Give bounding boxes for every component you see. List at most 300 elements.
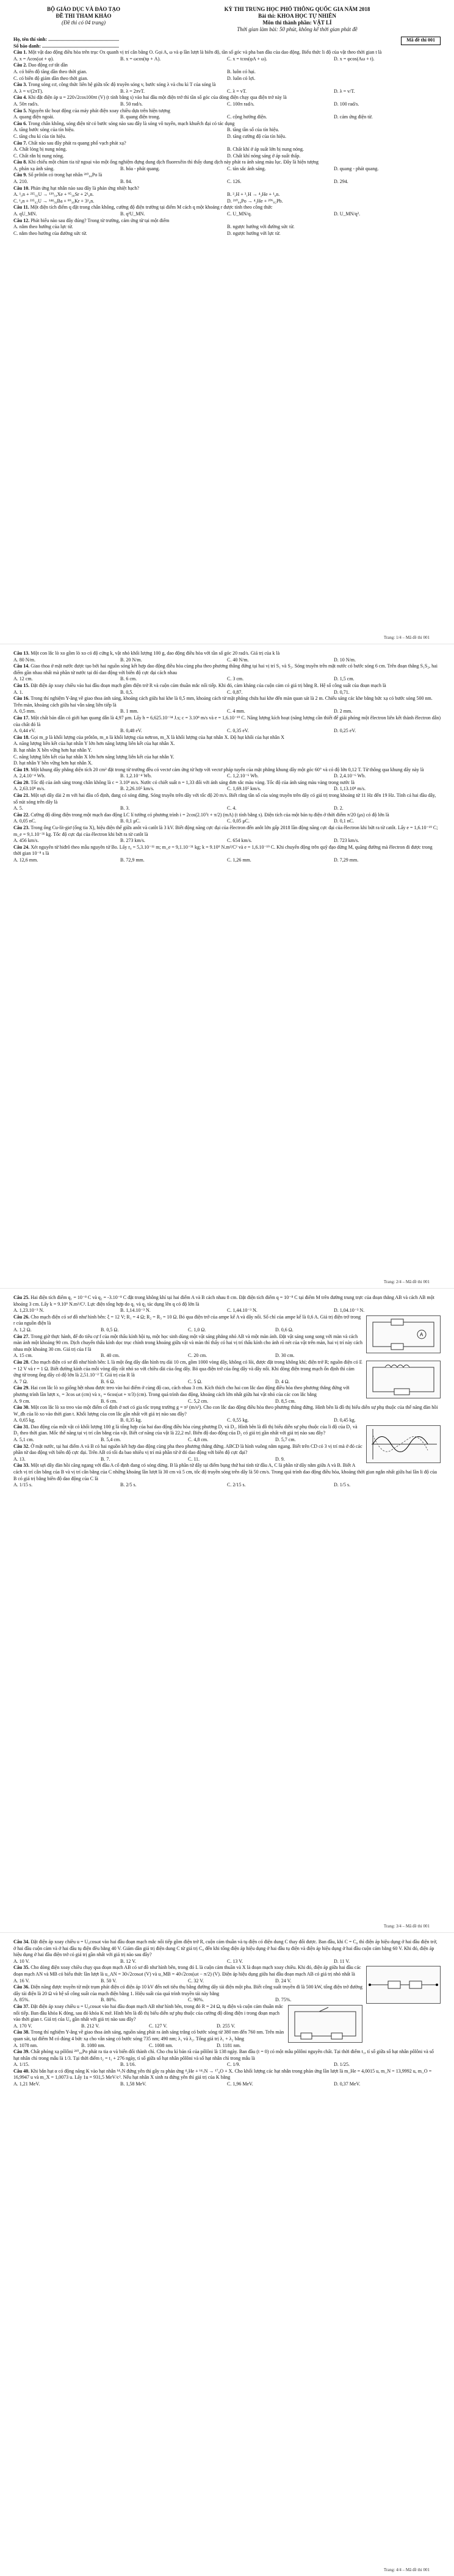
- question-number: Câu 11.: [13, 204, 31, 210]
- answer-option[interactable]: C. 1008 nm.: [149, 2042, 173, 2048]
- answer-option[interactable]: D. 75%.: [275, 1997, 292, 2003]
- question-number: Câu 6.: [13, 120, 29, 126]
- answer-option[interactable]: D. 1,04.10⁻³ N.: [334, 1308, 365, 1314]
- answer-option[interactable]: A. 1/15 s.: [13, 1482, 33, 1488]
- question: [13, 1359, 441, 1385]
- answer-option[interactable]: C. 1,2.10⁻⁶ Wb.: [227, 773, 259, 779]
- subject-group: Bài thi: KHOA HỌC TỰ NHIÊN: [258, 13, 336, 19]
- answer-option[interactable]: B. 12 V.: [120, 1958, 136, 1964]
- answer-option[interactable]: C. 3 cm.: [227, 676, 244, 682]
- question-text: Trong giờ thực hành, để đo tiêu cự f của một thấu kính hội tụ, một học sinh dùng một vật sáng phẳng nhỏ AB và một màn ảnh. Đặt vật sáng song song với màn và cách màn ảnh một khoảng 90 cm. Dịch chuyển thấu kính dọc trục chính trong khoảng giữa vật và màn thì thấy có hai vị trí thấu kính cho ảnh rõ nét của vật trên màn, hai vị trí này cách nhau một khoảng 30 cm. Giá trị của f là: [13, 1333, 362, 1352]
- answer-option[interactable]: A. nằm theo hướng của lực từ.: [13, 224, 73, 230]
- answer-option[interactable]: B. 7.: [101, 1456, 110, 1462]
- question: [13, 844, 441, 864]
- ab-figure: [366, 1966, 441, 2004]
- answer-option[interactable]: B. 0,5 Ω.: [101, 1326, 119, 1333]
- question-list: [13, 650, 441, 864]
- question: [13, 1965, 441, 1984]
- question-number: Câu 10.: [13, 185, 31, 191]
- question-number: Câu 12.: [13, 217, 31, 223]
- answer-option[interactable]: D. 2 mm.: [334, 708, 353, 714]
- question-text: Khi chiếu một chùm tia tử ngoại vào một ống nghiệm đựng dung dịch fluorexêin thì thấy dung dịch này phát ra ánh sáng màu lục. Đây là hiện tượng: [28, 159, 319, 165]
- answer-option[interactable]: A. ¹₀n + ²³⁵₉₂U → ¹³⁹₅₄Xe + ⁹⁵₃₈Sr + 2¹₀n.: [13, 192, 94, 198]
- answer-option[interactable]: A. 15 cm.: [13, 1353, 33, 1359]
- question-number: Câu 13.: [13, 650, 31, 656]
- question-number: Câu 9.: [13, 172, 29, 178]
- answer-option[interactable]: C. Chất rắn bị nung nóng.: [13, 153, 64, 159]
- answer-option[interactable]: A. tăng bước sóng của tín hiệu.: [13, 127, 75, 133]
- answer-option[interactable]: A. 1.: [13, 689, 23, 695]
- answer-option[interactable]: D. hạt nhân Y bền vững hơn hạt nhân X.: [13, 760, 93, 766]
- page-footer: Trang: 4/4 – Mã đề thi 001: [383, 2567, 430, 2572]
- question-text: Giao thoa ở mặt nước được tạo bởi hai nguồn sóng kết hợp dao động điều hòa cùng pha theo phương thẳng đứng tại hai vị trí S₁ và S₂. Sóng truyền trên mặt nước có bước sóng 6 cm. Trên đoạn thẳng S₁S₂, hai điểm gần nhau nhất mà phần tử nước tại đó dao động với biên độ cực đại cách nhau: [13, 663, 438, 675]
- question: [13, 1939, 441, 1965]
- question-number: Câu 14.: [13, 663, 31, 669]
- question: [13, 108, 441, 121]
- question: [13, 1424, 441, 1444]
- answer-option[interactable]: C. có biên độ giảm dần theo thời gian.: [13, 75, 88, 81]
- answer-option[interactable]: A. λ = v/(2πT).: [13, 88, 43, 94]
- reference-label: ĐỀ THI THAM KHẢO: [56, 13, 112, 19]
- answer-option[interactable]: B. 80%.: [101, 1997, 117, 2003]
- question: [13, 2004, 441, 2029]
- exam-code: Mã đề thi 001: [401, 37, 441, 45]
- question-text: Hai điện tích điểm q₁ = 10⁻⁸ C và q₂ = -3.10⁻⁸ C đặt trong không khí tại hai điểm A và B cách nhau 8 cm. Đặt điện tích điểm q = 10⁻⁸ C tại điểm M trên đường trung trực của đoạn thẳng AB và cách AB một khoảng 3 cm. Lấy k = 9.10⁹ N.m²/C². Lực điện tổng hợp do q₁ và q₂ tác dụng lên q có độ lớn là: [13, 1295, 434, 1307]
- answer-option[interactable]: C. 0,05 μC.: [227, 818, 250, 824]
- answer-option[interactable]: B. 0,48 eV.: [120, 728, 142, 734]
- answer-option[interactable]: B. 20 N/m.: [120, 657, 142, 663]
- answer-option[interactable]: B. 2,26.10⁵ km/s.: [120, 786, 154, 792]
- ministry: BỘ GIÁO DỤC VÀ ĐÀO TẠO: [47, 6, 120, 12]
- answer-option[interactable]: B. tăng tần số của tín hiệu.: [227, 127, 279, 133]
- answer-option[interactable]: D. 1181 nm.: [217, 2042, 241, 2048]
- answer-option[interactable]: D. 10 N/m.: [334, 657, 356, 663]
- question: [13, 172, 441, 185]
- answer-option[interactable]: D. 4 Ω.: [275, 1378, 290, 1384]
- question: [13, 825, 441, 844]
- question-list: [13, 1295, 441, 1489]
- question-text: Một sợi dây dài 2 m với hai đầu cố định, đang có sóng dừng. Sóng truyền trên dây với tốc độ 20 m/s. Biết rằng tần số của sóng truyền trên dây có giá trị trong khoảng từ 11 Hz đến 19 Hz. Tính cả hai đầu dây, số nút sóng trên dây là: [13, 793, 436, 805]
- solenoid-figure: [366, 1361, 441, 1398]
- question: [13, 715, 441, 735]
- answer-option[interactable]: B. 1,58 MeV.: [120, 2081, 146, 2087]
- answer-option[interactable]: B. 50 rad/s.: [120, 101, 143, 107]
- answer-option[interactable]: A. quang điện ngoài.: [13, 114, 54, 120]
- answer-option[interactable]: B. 6 cm.: [120, 676, 137, 682]
- answer-option[interactable]: B. 50 V.: [101, 1977, 117, 1984]
- answer-option[interactable]: A. 80 N/m.: [13, 657, 35, 663]
- answer-option[interactable]: B. hóa - phát quang.: [120, 165, 160, 171]
- answer-option[interactable]: C. 1,69.10⁵ km/s.: [227, 786, 261, 792]
- question: [13, 780, 441, 793]
- answer-option[interactable]: B. 5,4 cm.: [101, 1437, 121, 1443]
- question: [13, 95, 441, 107]
- answer-option[interactable]: B. 1 mm.: [120, 708, 139, 714]
- answer-option[interactable]: A. 1,2 Ω.: [13, 1326, 32, 1333]
- question: [13, 1405, 441, 1424]
- question-number: Câu 20.: [13, 779, 31, 785]
- answer-option[interactable]: A. 10 V.: [13, 1958, 30, 1964]
- question-text: Một con lắc lò xo treo vào một điểm cố định ở nơi có gia tốc trọng trường g = π² (m/s²). Cho con lắc dao động điều hòa theo phương thẳng đứng. Hình bên là đồ thị biểu diễn sự phụ thuộc của thế năng đàn hồi W_đh của lò xo vào thời gian t. Khối lượng của con lắc gần nhất với giá trị nào sau đây?: [13, 1405, 438, 1417]
- question-text: Trong ống Cu-lít-giơ (ống tia X), hiệu điện thế giữa anôt và catôt là 3 kV. Biết động năng cực đại của êlectron đến anôt lớn gấp 2018 lần động năng cực đại của êlectron khi bứt ra từ catôt. Lấy e = 1,6.10⁻¹⁹ C; m_e = 9,1.10⁻³¹ kg. Tốc độ cực đại của êlectron khi bứt ra từ catôt là: [13, 825, 438, 837]
- question-text: Cường độ dòng điện trong một mạch dao động LC lí tưởng có phương trình i = 2cos(2.10⁷t + π/2) (mA) (t tính bằng s). Điện tích của một bản tụ điện ở thời điểm π/20 (μs) có độ lớn là: [31, 811, 389, 818]
- question: [13, 696, 441, 715]
- circuit-figure: [366, 1315, 441, 1353]
- answer-option[interactable]: C. 4.: [227, 805, 237, 811]
- answer-option[interactable]: C. tán sắc ánh sáng.: [227, 165, 266, 171]
- answer-option[interactable]: B. 40 cm.: [101, 1353, 120, 1359]
- answer-option[interactable]: C. 4 mm.: [227, 708, 245, 714]
- answer-option[interactable]: C. 100π rad/s.: [227, 101, 254, 107]
- answer-option[interactable]: A. 170 V.: [13, 2023, 32, 2029]
- answer-option[interactable]: B. 1,2.10⁻⁴ Wb.: [120, 773, 152, 779]
- answer-option[interactable]: C. năng lượng liên kết của hạt nhân X lớn hơn năng lượng liên kết của hạt nhân Y.: [13, 754, 175, 760]
- subject: Môn thi thành phần: VẬT LÍ: [262, 20, 332, 26]
- answer-option[interactable]: D. 723 km/s.: [334, 838, 359, 844]
- answer-option[interactable]: B. 6 Ω.: [101, 1378, 115, 1384]
- name-label: Họ, tên thí sinh: ..........................................................: [13, 37, 120, 42]
- question-text: Một con lắc lò xo gồm lò xo có độ cứng k, vật nhỏ khối lượng 100 g, dao động điều hòa với tần số góc 20 rad/s. Giá trị của k là: [31, 650, 280, 656]
- question-number: Câu 30.: [13, 1405, 31, 1411]
- answer-option[interactable]: D. 255 V.: [217, 2023, 236, 2029]
- question-text: Số prôtôn có trong hạt nhân ²¹⁰₈₄Po là: [28, 172, 103, 178]
- question-text: Cho dòng điện xoay chiều chạy qua đoạn mạch AB có sơ đồ như hình bên, trong đó L là cuộn cảm thuần và X là đoạn mạch xoay chiều. Khi đó, điện áp giữa hai đầu các đoạn mạch AN và MB có biểu thức lần lượt là u_AN = 30√2cosωt (V) và u_MB = 40√2cos(ωt − π/2) (V). Điện áp hiệu dụng giữa hai đầu đoạn mạch AB có giá trị nhỏ nhất là: [13, 1965, 361, 1977]
- answer-option[interactable]: A. qU_MN.: [13, 211, 37, 217]
- answer-option[interactable]: D. 1,5 cm.: [334, 676, 355, 682]
- answer-option[interactable]: D. 1/5 s.: [334, 1482, 351, 1488]
- answer-option[interactable]: C. ¹₀n + ²³⁵₉₂U → ¹⁴⁴₅₆Ba + ⁸⁹₃₆Kr + 3¹₀n.: [13, 198, 95, 204]
- answer-option[interactable]: A. phản xạ ánh sáng.: [13, 165, 55, 171]
- answer-option[interactable]: A. 210.: [13, 179, 28, 185]
- answer-option[interactable]: B. 2/5 s.: [120, 1482, 137, 1488]
- answer-option[interactable]: B. luôn có hại.: [227, 68, 256, 74]
- answer-option[interactable]: B. 0,5.: [120, 689, 134, 695]
- id-label: Số báo danh: ...............................................................: [13, 43, 119, 49]
- answer-option[interactable]: D. 0,71.: [334, 689, 350, 695]
- question: [13, 2029, 441, 2049]
- answer-option[interactable]: C. cộng hưởng điện.: [227, 114, 267, 120]
- question-list: [13, 1939, 441, 2088]
- page-2: [0, 644, 454, 1288]
- question-text: Đặt điện áp xoay chiều u = U₀cosωt vào hai đầu đoạn mạch mắc nối tiếp gồm điện trở R, cuộn cảm thuần và tụ điện có điện dung C thay đổi được. Ban đầu, khi C = C₀ thì điện áp hiệu dụng ở hai đầu điện trở, ở hai đầu cuộn cảm và ở hai đầu tụ điện đều bằng 40 V. Giảm dần giá trị điện dung C từ giá trị C₀ đến khi tổng điện áp hiệu dụng ở hai đầu tụ điện và điện áp hiệu dụng ở hai đầu cuộn cảm bằng 60 V. Khi đó, điện áp hiệu dụng ở hai đầu điện trở có giá trị gần nhất với giá trị nào sau đây?: [13, 1939, 438, 1958]
- answer-option[interactable]: C. 20 cm.: [188, 1353, 207, 1359]
- question: [13, 1295, 441, 1314]
- answer-option[interactable]: A. 2,4.10⁻⁴ Wb.: [13, 773, 46, 779]
- answer-option[interactable]: A. 7 Ω.: [13, 1378, 28, 1384]
- answer-option[interactable]: B. 1/16.: [120, 2062, 136, 2068]
- question-text: Chất nào sau đây phát ra quang phổ vạch phát xạ?: [28, 140, 126, 146]
- answer-option[interactable]: B. ngược hướng với đường sức từ.: [227, 224, 295, 230]
- question-text: Hai con lắc lò xo giống hệt nhau được treo vào hai điểm ở cùng độ cao, cách nhau 3 cm. Kích thích cho hai con lắc dao động điều hòa theo phương thẳng đứng với phương trình lần lượt x₁ = 3cos ωt (cm) và x₂ = 6cos(ωt + π/3) (cm). Trong quá trình dao động, khoảng cách lớn nhất giữa hai vật nhỏ của các con lắc bằng: [13, 1385, 350, 1397]
- answer-option[interactable]: B. 6 cm.: [101, 1398, 118, 1404]
- answer-option[interactable]: C. x = tcos(φA + ω).: [227, 56, 267, 62]
- answer-option[interactable]: B. x = ωcos(tφ + A).: [120, 56, 161, 62]
- answer-option[interactable]: C. 90%.: [188, 1997, 204, 2003]
- question-number: Câu 40.: [13, 2068, 31, 2074]
- question: [13, 650, 441, 663]
- question-number: Câu 36.: [13, 1984, 31, 1990]
- question: [13, 2068, 441, 2088]
- svg-text:A: A: [420, 1331, 423, 1337]
- question-number: Câu 29.: [13, 1385, 31, 1391]
- question: [13, 793, 441, 812]
- answer-option[interactable]: D. 1,13.10⁸ m/s.: [334, 786, 366, 792]
- question: [13, 49, 441, 62]
- answer-option[interactable]: D. 9.: [275, 1456, 285, 1462]
- answer-option[interactable]: A. 1/15.: [13, 2062, 29, 2068]
- question-number: Câu 38.: [13, 2029, 31, 2035]
- question-text: Chất phóng xạ pôlôni ²¹⁰₈₄Po phát ra tia α và biến đổi thành chì. Cho chu kì bán rã của pôlôni là 138 ngày. Ban đầu (t = 0) có một mẫu pôlôni nguyên chất. Tại thời điểm t₁, tỉ số giữa số hạt nhân pôlôni và số hạt nhân chì trong mẫu là 1/3. Tại thời điểm t₂ = t₁ + 276 ngày, tỉ số giữa số hạt nhân pôlôni và số hạt nhân chì trong mẫu là: [13, 2049, 434, 2061]
- question-text: Ở mặt nước, tại hai điểm A và B có hai nguồn kết hợp dao động cùng pha theo phương thẳng đứng. ABCD là hình vuông nằm ngang. Biết trên CD có 3 vị trí mà ở đó các phần tử dao động với biên độ cực đại. Trên AB có tối đa bao nhiêu vị trí mà phần tử ở đó dao động với biên độ cực đại?: [13, 1443, 362, 1456]
- answer-option[interactable]: D. 24 V.: [275, 1977, 292, 1984]
- question: [13, 185, 441, 205]
- time-note: Thời gian làm bài: 50 phút, không kể thời gian phát đề: [237, 26, 358, 32]
- question-number: Câu 32.: [13, 1443, 31, 1449]
- page-footer: Trang: 3/4 – Mã đề thi 001: [383, 1924, 430, 1929]
- page-footer: Trang: 2/4 – Mã đề thi 001: [383, 1279, 430, 1284]
- question-text: Cho mạch điện có sơ đồ như hình bên: L là một ống dây dẫn hình trụ dài 10 cm, gồm 1000 vòng dây, không có lõi, được đặt trong không khí; điện trở R; nguồn điện có E = 12 V và r = 1 Ω. Biết đường kính của mỗi vòng dây rất nhỏ so với chiều dài của ống dây. Bỏ qua điện trở của ống dây và dây nối. Khi dòng điện trong mạch ổn định thì cảm ứng từ trong ống dây có độ lớn là 2,51.10⁻² T. Giá trị của R là: [13, 1359, 362, 1378]
- answer-option[interactable]: B. Chất khí ở áp suất lớn bị nung nóng.: [227, 146, 304, 153]
- answer-option[interactable]: A. 85%.: [13, 1997, 30, 2003]
- answer-option[interactable]: C. 1,96 MeV.: [227, 2081, 253, 2087]
- answer-option[interactable]: C. 5 Ω.: [188, 1378, 203, 1384]
- answer-option[interactable]: D. quang - phát quang.: [334, 165, 379, 171]
- question-list: [13, 49, 441, 237]
- answer-option[interactable]: D. 2,4.10⁻⁶ Wb.: [334, 773, 366, 779]
- answer-option[interactable]: B. 273 km/s.: [120, 838, 145, 844]
- question-text: Cho mạch điện có sơ đồ như hình bên: ξ = 12 V; R₁ = 4 Ω; R₂ = R₃ = 10 Ω. Bỏ qua điện trở của ampe kế A và dây nối. Số chỉ của ampe kế là 0,6 A. Giá trị điện trở trong r của nguồn điện là: [13, 1314, 361, 1326]
- answer-option[interactable]: B. q²U_MN.: [120, 211, 145, 217]
- answer-option[interactable]: B. 0,1 μC.: [120, 818, 140, 824]
- answer-option[interactable]: C. nằm theo hướng của đường sức từ.: [13, 230, 87, 236]
- answer-option[interactable]: B. quang điện trong.: [120, 114, 160, 120]
- answer-option[interactable]: D. Chất khí nóng sáng ở áp suất thấp.: [227, 153, 301, 159]
- answer-option[interactable]: D. ngược hướng với lực từ.: [227, 230, 281, 236]
- answer-option[interactable]: C. 0,55 kg.: [227, 1417, 249, 1423]
- answer-option[interactable]: C. 32 V.: [188, 1977, 204, 1984]
- answer-option[interactable]: D. 294.: [334, 179, 348, 185]
- question-number: Câu 23.: [13, 825, 31, 831]
- answer-option[interactable]: B. 1080 nm.: [81, 2042, 106, 2048]
- answer-option[interactable]: D. cảm ứng điện từ.: [334, 114, 373, 120]
- question-text: Một điện tích điểm q đặt trong chân không, cường độ điện trường tại điểm M cách q một khoảng r được tính theo công thức: [30, 204, 273, 210]
- question-number: Câu 22.: [13, 811, 31, 818]
- answer-option[interactable]: B. 1,14.10⁻³ N.: [120, 1308, 151, 1314]
- question-text: Một khung dây phẳng diện tích 20 cm² đặt trong từ trường đều có vectơ cảm ứng từ hợp với vectơ pháp tuyến của mặt phẳng khung dây một góc 60° và có độ lớn 0,12 T. Từ thông qua khung dây này là: [31, 766, 424, 772]
- question-text: Trong sóng cơ, công thức liên hệ giữa tốc độ truyền sóng v, bước sóng λ và chu kì T của sóng là: [28, 82, 216, 88]
- page-4: [0, 1933, 454, 2576]
- question: [13, 62, 441, 82]
- answer-option[interactable]: A. 1078 nm.: [13, 2042, 38, 2048]
- question: [13, 767, 441, 780]
- answer-option[interactable]: D. λ = v/T.: [334, 88, 355, 94]
- answer-option[interactable]: A. 0,5 mm.: [13, 708, 36, 714]
- question-number: Câu 4.: [13, 95, 29, 101]
- answer-option[interactable]: C. 2/15 s.: [227, 1482, 246, 1488]
- answer-option[interactable]: C. 126.: [227, 179, 242, 185]
- answer-option[interactable]: C. 1,0 Ω.: [188, 1326, 206, 1333]
- answer-option[interactable]: D. 0,45 kg.: [334, 1417, 356, 1423]
- question-text: Đặt điện áp xoay chiều vào hai đầu đoạn mạch gồm điện trở R và cuộn cảm thuần mắc nối tiếp. Khi đó, cảm kháng của cuộn cảm có giá trị bằng R. Hệ số công suất của đoạn mạch là: [31, 682, 386, 688]
- answer-option[interactable]: D. ²¹⁰₈₄Po → ⁴₂He + ²⁰⁶₈₂Pb.: [227, 198, 283, 204]
- question-number: Câu 18.: [13, 734, 31, 740]
- question-number: Câu 2.: [13, 62, 29, 68]
- question: [13, 735, 441, 767]
- answer-option[interactable]: A. 9 cm.: [13, 1398, 31, 1404]
- pages-note: (Đề thi có 04 trang): [62, 20, 106, 26]
- question-number: Câu 37.: [13, 2003, 31, 2009]
- question-text: Điện năng được truyền từ một trạm phát điện có điện áp 10 kV đến nơi tiêu thụ bằng đường dây tải điện một pha. Biết công suất truyền đi là 500 kW, tổng điện trở đường dây tải điện là 20 Ω và hệ số công suất của mạch điện bằng 1. Hiệu suất của quá trình truyền tải này bằng: [13, 1984, 362, 1996]
- answer-option[interactable]: D. 2.: [334, 805, 344, 811]
- question-number: Câu 16.: [13, 696, 31, 702]
- answer-option[interactable]: A. 16 V.: [13, 1977, 30, 1984]
- answer-option[interactable]: A. 5,1 cm.: [13, 1437, 34, 1443]
- answer-option[interactable]: D. 5,7 cm.: [275, 1437, 296, 1443]
- question-text: Xét nguyên tử hiđrô theo mẫu nguyên tử Bo. Lấy r₀ = 5,3.10⁻¹¹ m; m_e = 9,1.10⁻³¹ kg; k = 9.10⁹ N.m²/C² và e = 1,6.10⁻¹⁹ C. Khi chuyển động trên quỹ đạo dừng M, quãng đường mà êlectron đi được trong thời gian 10⁻⁸ s là: [13, 844, 433, 857]
- answer-option[interactable]: C. 0,35 eV.: [227, 728, 249, 734]
- answer-option[interactable]: A. 5.: [13, 805, 23, 811]
- question: [13, 159, 441, 172]
- question-number: Câu 25.: [13, 1295, 31, 1300]
- answer-option[interactable]: A. 1,23.10⁻³ N.: [13, 1308, 45, 1314]
- answer-option[interactable]: B. hạt nhân X bền vững hơn hạt nhân Y.: [13, 747, 92, 753]
- answer-option[interactable]: A. 50π rad/s.: [13, 101, 39, 107]
- candidate-info: [13, 37, 441, 49]
- question: [13, 218, 441, 237]
- answer-option[interactable]: C. λ = vT.: [227, 88, 247, 94]
- question-number: Câu 26.: [13, 1314, 31, 1320]
- question-text: Tốc độ của ánh sáng trong chân không là c = 3.10⁸ m/s. Nước có chiết suất n = 1,33 đối với ánh sáng đơn sắc màu vàng. Tốc độ của ánh sáng màu vàng trong nước là: [31, 779, 355, 785]
- question-number: Câu 24.: [13, 844, 31, 850]
- answer-option[interactable]: D. 0,25 eV.: [334, 728, 356, 734]
- answer-option[interactable]: C. 1,26 mm.: [227, 857, 251, 863]
- answer-option[interactable]: B. 84.: [120, 179, 132, 185]
- answer-option[interactable]: D. tăng cường độ của tín hiệu.: [227, 133, 286, 139]
- answer-option[interactable]: A. năng lượng liên kết của hạt nhân Y lớn hơn năng lượng liên kết của hạt nhân X.: [13, 741, 175, 747]
- question-text: Trong thí nghiệm Y-âng về giao thoa ánh sáng, khoảng cách giữa hai khe là 0,5 mm, khoảng cách từ mặt phẳng chứa hai khe đến màn quan sát là 2 m. Chiếu sáng các khe bằng bức xạ có bước sóng 500 nm. Trên màn, khoảng cách giữa hai vân sáng liên tiếp là: [13, 696, 433, 708]
- graph-figure: [366, 1425, 441, 1463]
- page-3: [0, 1289, 454, 1932]
- answer-option[interactable]: A. 1,21 MeV.: [13, 2081, 40, 2087]
- exam-header: [13, 6, 441, 33]
- answer-option[interactable]: C. 11.: [188, 1456, 200, 1462]
- question-number: Câu 35.: [13, 1965, 31, 1971]
- question-text: Khi bắn hạt α có động năng K vào hạt nhân ¹⁴₇N đứng yên thì gây ra phản ứng ⁴₂He + ¹⁴₇N → ¹⁷₈O + X. Cho khối lượng các hạt nhân trong phản ứng lần lượt là m_He = 4,0015 u, m_N = 13,9992 u, m_O = 16,9947 u và m_X = 1,0073 u. Lấy 1u = 931,5 MeV/c². Nếu hạt nhân X sinh ra đứng yên thì giá trị của K bằng: [13, 2068, 432, 2081]
- question-text: Trong thí nghiệm Y-âng về giao thoa ánh sáng, nguồn sáng phát ra ánh sáng trắng có bước sóng từ 380 nm đến 760 nm. Trên màn quan sát, tại điểm M có đúng 4 bức xạ cho vân sáng có bước sóng 735 nm; 490 nm; λ₁ và λ₂. Tổng giá trị λ₁ + λ₂ bằng: [13, 2029, 284, 2042]
- question-number: Câu 1.: [13, 49, 29, 56]
- answer-option[interactable]: A. 13.: [13, 1456, 26, 1462]
- question: [13, 82, 441, 95]
- answer-option[interactable]: D. 7,29 mm.: [334, 857, 359, 863]
- question-text: Phát biểu nào sau đây đúng? Trong từ trường, cảm ứng từ tại một điểm: [31, 217, 170, 223]
- answer-option[interactable]: D. 0,1 nC.: [334, 818, 355, 824]
- answer-option[interactable]: D. U_MN/q².: [334, 211, 361, 217]
- answer-option[interactable]: B. 3.: [120, 805, 130, 811]
- question-text: Nguyên tắc hoạt động của máy phát điện xoay chiều dựa trên hiện tượng: [28, 107, 170, 113]
- question: [13, 2049, 441, 2068]
- answer-option[interactable]: C. 127 V.: [149, 2023, 167, 2029]
- answer-option[interactable]: C. 1,44.10⁻³ N.: [227, 1308, 258, 1314]
- answer-option[interactable]: A. x = Acos(ωt + φ).: [13, 56, 54, 62]
- question-text: Trong chân không, sóng điện từ có bước sóng nào sau đây là sóng vô tuyến, mạch khuếch đại có tác dụng: [28, 120, 235, 126]
- question-number: Câu 39.: [13, 2049, 31, 2055]
- question-text: Khi đặt điện áp u = 220√2cos100πt (V) (t tính bằng s) vào hai đầu một điện trở thì tần số góc của dòng điện chạy qua điện trở này là: [28, 95, 287, 101]
- answer-option[interactable]: B. 72,9 mm.: [120, 857, 145, 863]
- exam-title: KỲ THI TRUNG HỌC PHỔ THÔNG QUỐC GIA NĂM 2018: [224, 6, 370, 12]
- answer-option[interactable]: C. 5,2 cm.: [188, 1398, 209, 1404]
- question: [13, 121, 441, 140]
- answer-option[interactable]: C. 654 km/s.: [227, 838, 252, 844]
- question-number: Câu 5.: [13, 107, 29, 113]
- answer-option[interactable]: C. 40 N/m.: [227, 657, 249, 663]
- page-footer: Trang: 1/4 – Mã đề thi 001: [383, 635, 430, 640]
- answer-option[interactable]: A. 12 cm.: [13, 676, 33, 682]
- question-number: Câu 8.: [13, 159, 29, 165]
- answer-option[interactable]: D. 0,6 Ω.: [275, 1326, 294, 1333]
- question: [13, 663, 441, 683]
- question-number: Câu 27.: [13, 1333, 31, 1339]
- question-text: Một vật dao động điều hòa trên trục Ox quanh vị trí cân bằng O. Gọi A, ω và φ lần lượt là biên độ, tần số góc và pha ban đầu của dao động. Biểu thức li độ của vật theo thời gian t là: [28, 49, 382, 56]
- answer-option[interactable]: D. x = φcos(Aω + t).: [334, 56, 375, 62]
- answer-option[interactable]: D. 100 rad/s.: [334, 101, 359, 107]
- answer-option[interactable]: C. U_MN/q.: [227, 211, 252, 217]
- question-number: Câu 34.: [13, 1939, 31, 1945]
- answer-option[interactable]: D. 0,37 MeV.: [334, 2081, 361, 2087]
- answer-option[interactable]: C. 0,87.: [227, 689, 243, 695]
- answer-option[interactable]: D. 11 V.: [334, 1958, 350, 1964]
- question-text: Một chất bán dẫn có giới hạn quang dẫn là 4,97 μm. Lấy h = 6,625.10⁻³⁴ J.s; c = 3.10⁸ m/s và e = 1,6.10⁻¹⁹ C. Năng lượng kích hoạt (năng lượng cần thiết để giải phóng một êlectron liên kết thành êlectron dẫn) của chất đó là: [13, 714, 441, 727]
- question-number: Câu 3.: [13, 82, 29, 88]
- answer-option[interactable]: A. 2,63.10⁸ m/s.: [13, 786, 46, 792]
- answer-option[interactable]: D. 8,5 cm.: [275, 1398, 296, 1404]
- answer-option[interactable]: A. 12,6 mm.: [13, 857, 38, 863]
- answer-option[interactable]: C. 1/9.: [227, 2062, 240, 2068]
- answer-option[interactable]: A. 0,44 eV.: [13, 728, 36, 734]
- question: [13, 1462, 441, 1488]
- question-number: Câu 7.: [13, 140, 29, 146]
- answer-option[interactable]: B. λ = 2πvT.: [120, 88, 145, 94]
- answer-option[interactable]: C. 13 V.: [227, 1958, 243, 1964]
- question-number: Câu 28.: [13, 1359, 31, 1365]
- question-text: Dao động cơ tắt dần: [28, 62, 68, 68]
- answer-option[interactable]: D. luôn có lợi.: [227, 75, 256, 81]
- answer-option[interactable]: B. 212 V.: [81, 2023, 99, 2029]
- answer-option[interactable]: A. Chất lỏng bị nung nóng.: [13, 146, 67, 153]
- answer-option[interactable]: C. 4,8 cm.: [188, 1437, 209, 1443]
- answer-option[interactable]: C. tăng chu kì của tín hiệu.: [13, 133, 67, 139]
- question-number: Câu 31.: [13, 1423, 31, 1430]
- question-text: Phản ứng hạt nhân nào sau đây là phản ứng nhiệt hạch?: [31, 185, 139, 191]
- question-number: Câu 19.: [13, 766, 31, 772]
- question: [13, 204, 441, 217]
- question-number: Câu 15.: [13, 682, 31, 688]
- answer-option[interactable]: A. 0,05 nC.: [13, 818, 37, 824]
- answer-option[interactable]: D. 1/25.: [334, 2062, 350, 2068]
- question: [13, 140, 441, 160]
- answer-option[interactable]: B. 0,35 kg.: [120, 1417, 142, 1423]
- page-1: [0, 0, 454, 644]
- question: [13, 812, 441, 825]
- switch-figure: [288, 2005, 362, 2043]
- answer-option[interactable]: D. 30 cm.: [275, 1353, 295, 1359]
- answer-option[interactable]: A. 0,65 kg.: [13, 1417, 35, 1423]
- question-text: Gọi m_p là khối lượng của prôtôn, m_n là khối lượng của nơtron, m_X là khối lượng của hạt nhân X. Độ hụt khối của hạt nhân X: [31, 734, 284, 740]
- answer-option[interactable]: B. ²₁H + ³₁H → ⁴₂He + ¹₀n.: [227, 192, 280, 198]
- answer-option[interactable]: A. có biên độ tăng dần theo thời gian.: [13, 68, 87, 74]
- question-text: Dao động của một vật có khối lượng 100 g là tổng hợp của hai dao động điều hòa cùng phương D₁ và D₂. Hình bên là đồ thị biểu diễn sự phụ thuộc của li độ của D₁ và D₂ theo thời gian. Mốc thế năng tại vị trí cân bằng của vật. Biết cơ năng của vật là 22,2 mJ. Biên độ dao động của D₂ có giá trị gần nhất với giá trị nào sau đây?: [13, 1423, 358, 1436]
- question-text: Đặt điện áp xoay chiều u = U₀cosωt vào hai đầu đoạn mạch AB như hình bên, trong đó R = 24 Ω, tụ điện và cuộn cảm thuần mắc nối tiếp. Ban đầu khóa K đóng, sau đó khóa K mở. Hình bên là đồ thị biểu diễn sự phụ thuộc của cường độ dòng điện i trong đoạn mạch vào thời gian t. Giá trị của U₀ gần nhất với giá trị nào sau đây?: [13, 2003, 283, 2023]
- answer-option[interactable]: A. 456 km/s.: [13, 838, 39, 844]
